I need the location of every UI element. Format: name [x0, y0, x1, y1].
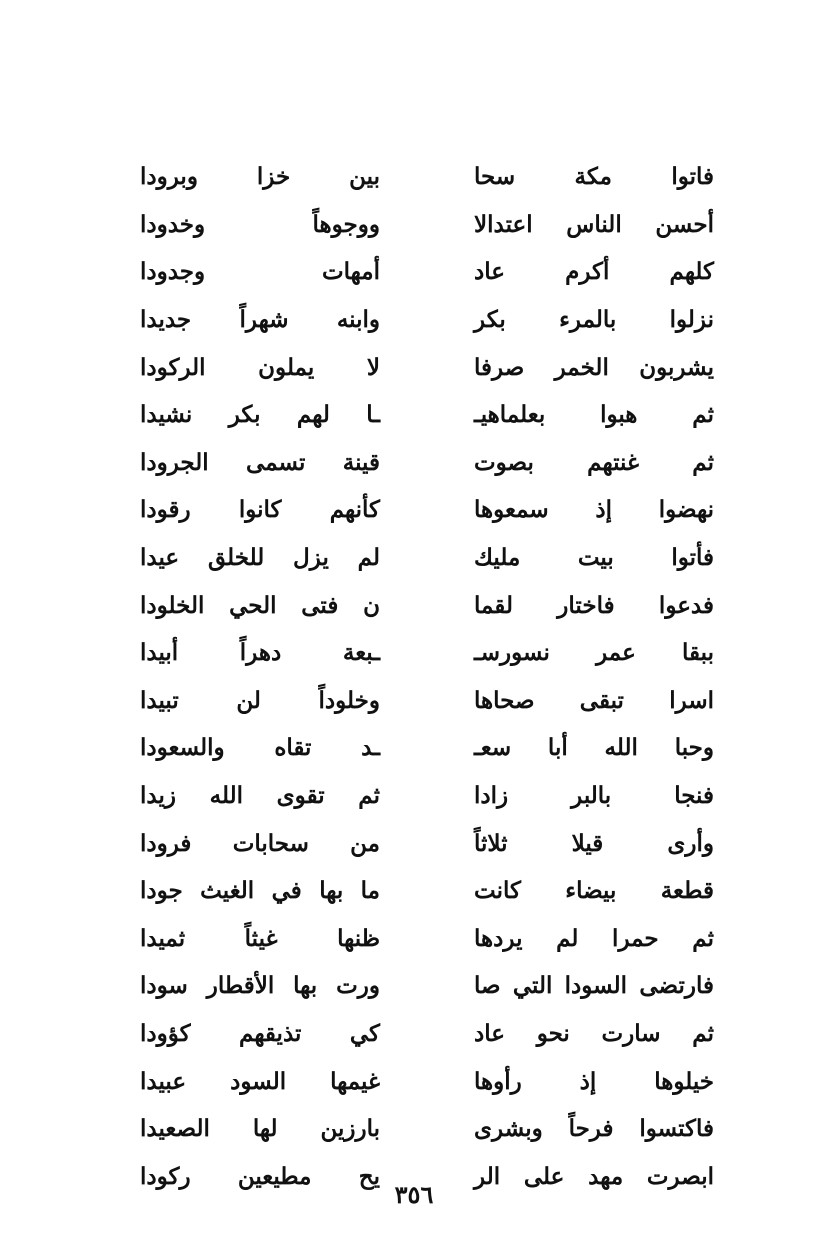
verse-row: [120, 534, 720, 582]
hemistich-text: ن فتى الحي الخلودا: [140, 591, 380, 619]
verse-row: [120, 724, 720, 772]
hemistich-text: ورت بها الأقطار سودا: [140, 972, 380, 1000]
hemistich-text: ـد تقاه والسعودا: [140, 734, 380, 762]
hemistich-text: ثم هبوا بعلماهيـ: [474, 401, 714, 429]
second-hemistich: [140, 1010, 380, 1058]
poem-verses: [120, 153, 720, 1200]
hemistich-text: ـا لهم بكر نشيدا: [140, 401, 380, 429]
verse-row: [120, 486, 720, 534]
second-hemistich: [140, 772, 380, 820]
verse-row: [120, 581, 720, 629]
hemistich-text: لم يزل للخلق عيدا: [140, 544, 380, 572]
second-hemistich: [140, 962, 380, 1010]
second-hemistich: [140, 819, 380, 867]
hemistich-text: ما بها في الغيث جودا: [140, 877, 380, 905]
first-hemistich: [474, 1057, 714, 1105]
second-hemistich: [140, 724, 380, 772]
second-hemistich: [140, 201, 380, 249]
verse-row: [120, 867, 720, 915]
verse-row: [120, 629, 720, 677]
hemistich-text: ثم غنتهم بصوت: [474, 448, 714, 476]
hemistich-text: خيلوها إذ رأوها: [474, 1067, 714, 1095]
verse-row: [120, 915, 720, 963]
second-hemistich: [140, 486, 380, 534]
hemistich-text: فاتوا مكة سحا: [474, 163, 714, 191]
second-hemistich: [140, 153, 380, 201]
first-hemistich: [474, 629, 714, 677]
second-hemistich: [140, 439, 380, 487]
verse-row: [120, 391, 720, 439]
page-number: ٣٥٦: [394, 1180, 434, 1209]
first-hemistich: [474, 1010, 714, 1058]
hemistich-text: قينة تسمى الجرودا: [140, 448, 380, 476]
verse-row: [120, 296, 720, 344]
hemistich-text: كأنهم كانوا رقودا: [140, 496, 380, 524]
verse-row: [120, 1057, 720, 1105]
first-hemistich: [474, 248, 714, 296]
second-hemistich: [140, 296, 380, 344]
first-hemistich: [474, 153, 714, 201]
first-hemistich: [474, 724, 714, 772]
verse-row: [120, 772, 720, 820]
hemistich-text: ثم تقوى الله زيدا: [140, 782, 380, 810]
first-hemistich: [474, 867, 714, 915]
hemistich-text: وخلوداً لن تبيدا: [140, 686, 380, 714]
first-hemistich: [474, 486, 714, 534]
hemistich-text: وحبا الله أبا سعـ: [474, 734, 714, 762]
second-hemistich: [140, 343, 380, 391]
second-hemistich: [140, 915, 380, 963]
second-hemistich: [140, 1057, 380, 1105]
hemistich-text: يشربون الخمر صرفا: [474, 353, 714, 381]
first-hemistich: [474, 343, 714, 391]
hemistich-text: فنجا بالبر زادا: [474, 782, 714, 810]
hemistich-text: وأرى قيلا ثلاثاً: [474, 829, 714, 857]
hemistich-text: أمهات وجدودا: [140, 258, 380, 286]
second-hemistich: [140, 534, 380, 582]
first-hemistich: [474, 1105, 714, 1153]
first-hemistich: [474, 677, 714, 725]
hemistich-text: نزلوا بالمرء بكر: [474, 306, 714, 334]
hemistich-text: من سحابات فرودا: [140, 829, 380, 857]
hemistich-text: كي تذيقهم كؤودا: [140, 1019, 380, 1047]
second-hemistich: [140, 581, 380, 629]
hemistich-text: فارتضى السودا التي صا: [474, 972, 714, 1000]
hemistich-text: اسرا تبقى صحاها: [474, 686, 714, 714]
first-hemistich: [474, 201, 714, 249]
hemistich-text: ثم سارت نحو عاد: [474, 1019, 714, 1047]
first-hemistich: [474, 915, 714, 963]
verse-row: [120, 439, 720, 487]
first-hemistich: [474, 819, 714, 867]
first-hemistich: [474, 772, 714, 820]
verse-row: [120, 1105, 720, 1153]
verse-row: [120, 1010, 720, 1058]
verse-row: [120, 153, 720, 201]
hemistich-text: ـبعة دهراً أبيدا: [140, 639, 380, 667]
hemistich-text: غيمها السود عبيدا: [140, 1067, 380, 1095]
first-hemistich: [474, 439, 714, 487]
hemistich-text: فدعوا فاختار لقما: [474, 591, 714, 619]
first-hemistich: [474, 391, 714, 439]
verse-row: [120, 819, 720, 867]
verse-row: [120, 248, 720, 296]
hemistich-text: نهضوا إذ سمعوها: [474, 496, 714, 524]
hemistich-text: فاكتسوا فرحاً وبشرى: [474, 1115, 714, 1143]
hemistich-text: ببقا عمر نسورسـ: [474, 639, 714, 667]
hemistich-text: بارزين لها الصعيدا: [140, 1115, 380, 1143]
second-hemistich: [140, 677, 380, 725]
verse-row: [120, 343, 720, 391]
hemistich-text: قطعة بيضاء كانت: [474, 877, 714, 905]
first-hemistich: [474, 534, 714, 582]
hemistich-text: كلهم أكرم عاد: [474, 258, 714, 286]
hemistich-text: فأتوا بيت مليك: [474, 544, 714, 572]
verse-row: [120, 677, 720, 725]
second-hemistich: [140, 248, 380, 296]
hemistich-text: لا يملون الركودا: [140, 353, 380, 381]
second-hemistich: [140, 391, 380, 439]
second-hemistich: [140, 1105, 380, 1153]
hemistich-text: بين خزا وبرودا: [140, 163, 380, 191]
hemistich-text: وابنه شهراً جديدا: [140, 306, 380, 334]
first-hemistich: [474, 581, 714, 629]
second-hemistich: [140, 867, 380, 915]
hemistich-text: ابصرت مهد على الر: [474, 1162, 714, 1190]
first-hemistich: [474, 296, 714, 344]
hemistich-text: ثم حمرا لم يردها: [474, 924, 714, 952]
hemistich-text: أحسن الناس اعتدالا: [474, 210, 714, 238]
second-hemistich: [140, 629, 380, 677]
hemistich-text: ظنها غيثاً ثميدا: [140, 924, 380, 952]
first-hemistich: [474, 962, 714, 1010]
hemistich-text: يح مطيعين ركودا: [140, 1162, 380, 1190]
hemistich-text: ووجوهاً وخدودا: [140, 210, 380, 238]
verse-row: [120, 201, 720, 249]
verse-row: [120, 962, 720, 1010]
